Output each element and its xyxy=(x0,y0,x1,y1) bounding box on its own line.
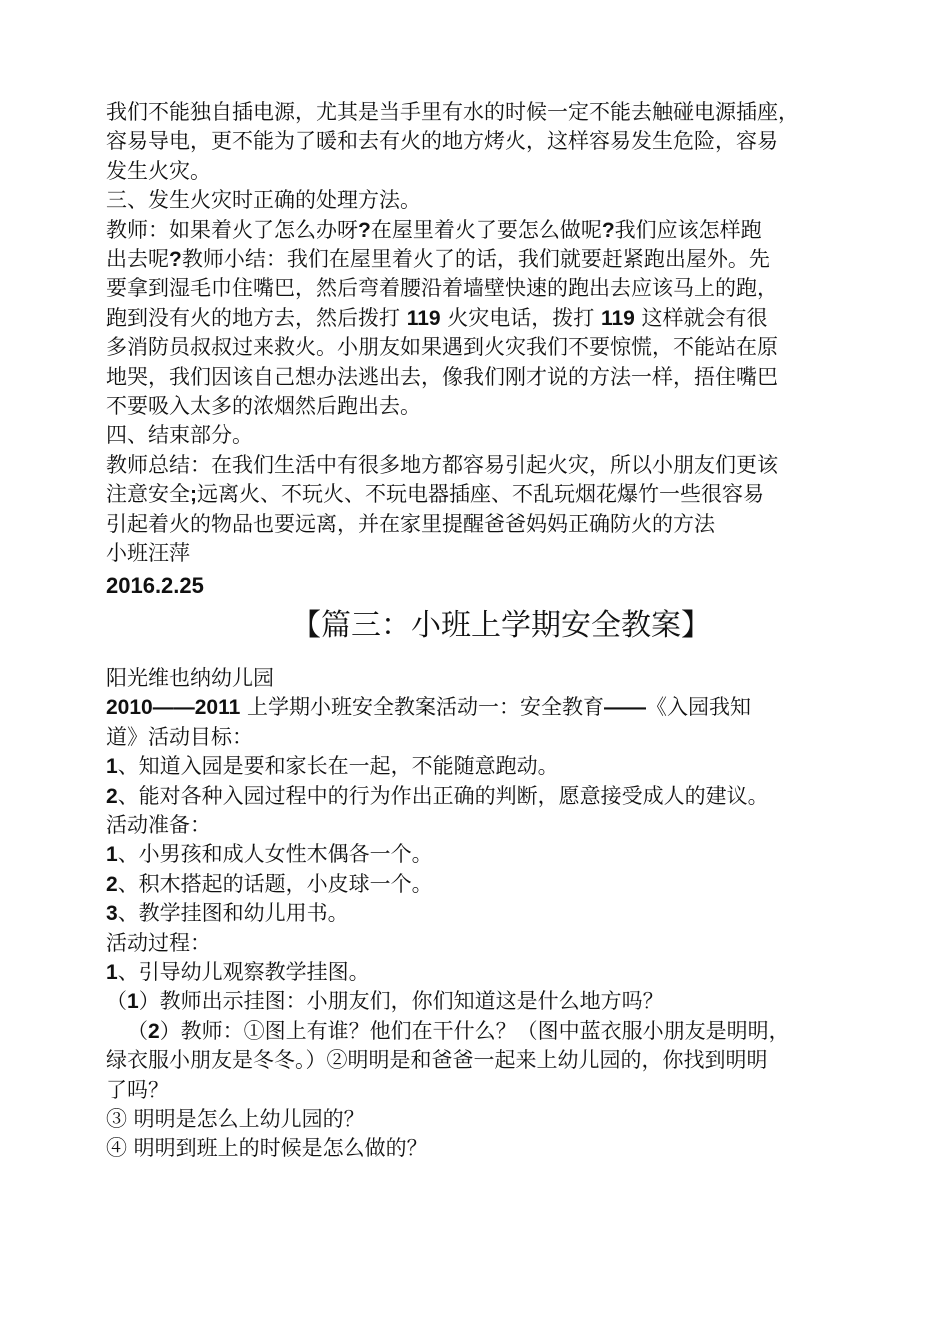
text-line: 出去呢?教师小结：我们在屋里着火了的话，我们就要赶紧跑出屋外。先 xyxy=(106,247,770,272)
list-item: 1、小男孩和成人女性木偶各一个。 xyxy=(106,842,433,867)
text-line: 我们不能独自插电源，尤其是当手里有水的时候一定不能去触碰电源插座， xyxy=(106,100,799,124)
text-line: 道》活动目标： xyxy=(106,724,253,749)
section-title: 四、结束部分。 xyxy=(106,423,253,448)
text-line: 活动准备： xyxy=(106,812,211,837)
list-item: 2、能对各种入园过程中的行为作出正确的判断，愿意接受成人的建议。 xyxy=(106,783,769,808)
list-item: （1）教师出示挂图：小朋友们，你们知道这是什么地方吗？ xyxy=(106,989,664,1014)
section-title: 三、发生火灾时正确的处理方法。 xyxy=(106,188,421,213)
text-line: 不要吸入太多的浓烟然后跑出去。 xyxy=(106,394,421,419)
date-line: 2016.2.25 xyxy=(106,572,204,598)
list-item: ④ 明明到班上的时候是怎么做的？ xyxy=(106,1136,428,1161)
text-line: 地哭，我们因该自己想办法逃出去，像我们刚才说的方法一样，捂住嘴巴 xyxy=(106,364,778,389)
list-item: 1、知道入园是要和家长在一起，不能随意跑动。 xyxy=(106,754,559,779)
text-line: 发生火灾。 xyxy=(106,158,211,183)
text-line: 活动过程： xyxy=(106,930,211,955)
text-line: 注意安全;远离火、不玩火、不玩电器插座、不乱玩烟花爆竹一些很容易 xyxy=(106,482,764,507)
list-item: ③ 明明是怎么上幼儿园的？ xyxy=(106,1107,365,1131)
chapter-heading: 【篇三：小班上学期安全教案】 xyxy=(291,607,711,643)
text-line: 绿衣服小朋友是冬冬。）②明明是和爸爸一起来上幼儿园的，你找到明明 xyxy=(106,1048,768,1073)
text-line: 了吗？ xyxy=(106,1077,169,1102)
list-item: 2、积木搭起的话题，小皮球一个。 xyxy=(106,871,433,896)
list-item: （2）教师：①图上有谁？他们在干什么？（图中蓝衣服小朋友是明明， xyxy=(127,1018,790,1043)
text-line: 教师总结：在我们生活中有很多地方都容易引起火灾，所以小朋友们更该 xyxy=(106,452,778,477)
text-line: 要拿到湿毛巾住嘴巴，然后弯着腰沿着墙壁快速的跑出去应该马上的跑， xyxy=(106,276,778,301)
text-line: 跑到没有火的地方去，然后拨打 119 火灾电话，拨打 119 这样就会有很 xyxy=(106,305,768,330)
text-line: 引起着火的物品也要远离，并在家里提醒爸爸妈妈正确防火的方法 xyxy=(106,511,715,536)
text-line: 多消防员叔叔过来救火。小朋友如果遇到火灾我们不要惊慌，不能站在原 xyxy=(106,335,778,360)
author-line: 小班汪萍 xyxy=(106,541,190,566)
list-item: 1、引导幼儿观察教学挂图。 xyxy=(106,959,370,984)
text-line: 教师：如果着火了怎么办呀?在屋里着火了要怎么做呢?我们应该怎样跑 xyxy=(106,217,762,242)
text-line: 2010——2011 上学期小班安全教案活动一：安全教育——《入园我知 xyxy=(106,695,751,720)
school-name: 阳光维也纳幼儿园 xyxy=(106,665,274,690)
list-item: 3、教学挂图和幼儿用书。 xyxy=(106,901,349,926)
document-page xyxy=(106,98,896,1164)
text-line: 容易导电，更不能为了暖和去有火的地方烤火，这样容易发生危险，容易 xyxy=(106,129,778,154)
